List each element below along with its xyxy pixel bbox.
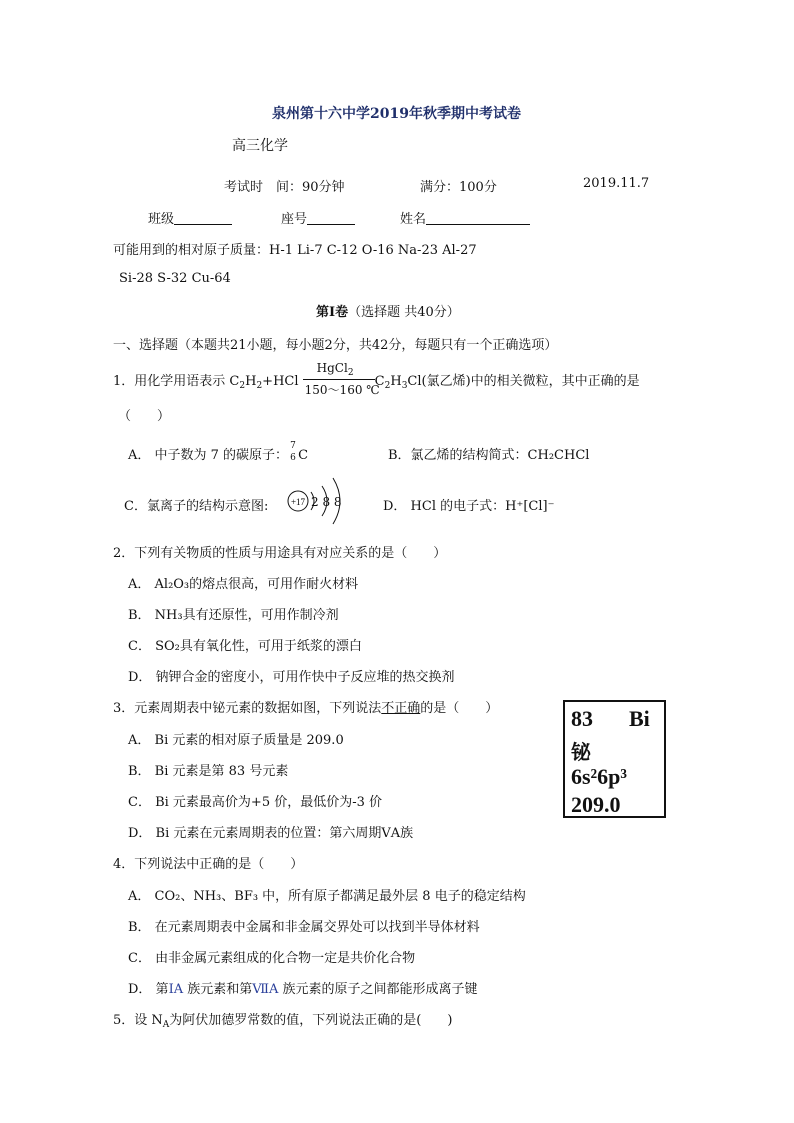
- exam-title: 泉州第十六中学2019年秋季期中考试卷: [272, 106, 521, 122]
- q3-option-a[interactable]: A． Bi 元素的相对原子质量是 209.0: [128, 733, 344, 748]
- q2-option-c[interactable]: C． SO₂具有氧化性，可用于纸浆的漂白: [128, 639, 362, 654]
- q5-stem-a: 5．设 N: [113, 1013, 163, 1028]
- q4-stem: 4．下列说法中正确的是（ ）: [113, 857, 304, 872]
- q1-option-c[interactable]: [124, 495, 268, 514]
- q5-stem-rest: 为阿伏加德罗常数的值，下列说法正确的是( ): [169, 1013, 453, 1028]
- q1-option-d[interactable]: D． HCl 的电子式：H⁺[Cl]⁻: [383, 499, 555, 514]
- q1-option-b[interactable]: B．氯乙烯的结构简式：CH₂CHCl: [388, 448, 590, 463]
- q3-option-c[interactable]: C． Bi 元素最高价为+5 价，最低价为-3 价: [128, 795, 383, 810]
- element-symbol: Bi: [629, 706, 650, 731]
- atomic-mass-line2: Si-28 S-32 Cu-64: [119, 271, 231, 286]
- class-field: [148, 208, 232, 227]
- q4-option-d[interactable]: [128, 978, 478, 997]
- q1-option-a[interactable]: [128, 441, 309, 463]
- carbon-nuclide: 7 6: [290, 441, 296, 463]
- name-blank[interactable]: [426, 212, 530, 225]
- q4-option-c[interactable]: C． 由非金属元素组成的化合物一定是共价化合物: [128, 951, 416, 966]
- q2-option-b[interactable]: B． NH₃具有还原性，可用作制冷剂: [128, 608, 339, 623]
- q3-stem-b: 的是（ ）: [420, 701, 499, 716]
- q1-answer-paren: （ ）: [118, 409, 171, 424]
- atomic-mass-line1: 可能用到的相对原子质量：H-1 Li-7 C-12 O-16 Na-23 Al-27: [113, 243, 477, 258]
- q1-prefix: 1．用化学用语表示 C: [113, 374, 240, 389]
- element-name: 铋: [571, 740, 591, 764]
- q4-d-group1: ⅠA: [168, 982, 184, 997]
- seat-field: [281, 208, 355, 227]
- q3-option-b[interactable]: B． Bi 元素是第 83 号元素: [128, 764, 289, 779]
- class-blank[interactable]: [174, 212, 232, 225]
- seat-blank[interactable]: [307, 212, 355, 225]
- seat-label: 座号: [281, 212, 308, 227]
- q1-h: H: [245, 374, 257, 389]
- subject: 高三化学: [232, 138, 288, 154]
- catalyst: HgCl$_2$: [316, 361, 354, 378]
- shell-electrons: 2 8 8: [311, 495, 342, 509]
- reaction-arrow: [303, 361, 380, 397]
- q4-d-c: 族元素和第: [183, 982, 253, 997]
- carbon-symbol: C: [298, 448, 309, 463]
- section-title: [316, 301, 460, 320]
- q3-stem: [113, 697, 498, 716]
- atomic-number: 83: [571, 706, 593, 731]
- section-title-bold: 第Ⅰ卷: [316, 305, 349, 320]
- exam-time: 考试时 间：90分钟: [224, 180, 345, 195]
- section-instruction: 一、选择题（本题共21小题，每小题2分，共42分，每题只有一个正确选项）: [113, 338, 558, 353]
- atomic-mass: 209.0: [571, 792, 621, 817]
- q3-stem-underlined: 不正确: [381, 701, 421, 716]
- q2-option-d[interactable]: D． 钠钾合金的密度小，可用作快中子反应堆的热交换剂: [128, 670, 455, 685]
- q2-option-a[interactable]: A． Al₂O₃的熔点很高，可用作耐火材料: [128, 577, 359, 592]
- section-title-rest: （选择题 共40分）: [348, 305, 460, 320]
- bismuth-element-card: [563, 700, 666, 818]
- q3-stem-a: 3．元素周期表中铋元素的数据如图，下列说法: [113, 701, 382, 716]
- q5-stem: [113, 1009, 452, 1030]
- q1-product-rest: Cl(氯乙烯)中的相关微粒，其中正确的是: [407, 374, 640, 389]
- q5-sub: A: [162, 1020, 170, 1030]
- name-field: [400, 208, 530, 227]
- electron-config: 6s²6p³: [571, 764, 627, 789]
- reaction-condition: 150～160 ℃: [304, 383, 380, 397]
- q3-option-d[interactable]: D． Bi 元素在元素周期表的位置：第六周期ⅤA族: [128, 826, 414, 841]
- q4-d-group7: ⅦA: [252, 982, 279, 997]
- q1-option-a-text: A． 中子数为 7 的碳原子：: [128, 448, 289, 463]
- nucleus-charge: +17: [290, 497, 306, 507]
- q4-option-b[interactable]: B． 在元素周期表中金属和非金属交界处可以找到半导体材料: [128, 920, 480, 935]
- q2-stem: 2．下列有关物质的性质与用途具有对应关系的是（ ）: [113, 546, 447, 561]
- name-label: 姓名: [400, 212, 427, 227]
- full-score: 满分：100分: [420, 180, 497, 195]
- q1-option-c-text: C．氯离子的结构示意图:: [124, 499, 269, 514]
- q4-option-a[interactable]: A． CO₂、NH₃、BF₃ 中，所有原子都满足最外层 8 电子的稳定结构: [128, 889, 526, 904]
- exam-date: 2019.11.7: [583, 176, 650, 191]
- q1-product: H: [390, 374, 402, 389]
- q1-hcl: +HCl: [262, 374, 299, 389]
- class-label: 班级: [148, 212, 175, 227]
- q1-stem: 1．用化学用语表示 $C_2H_2+HCl$ HgCl$_2$ 150～160 ℃ $C_2H_3Cl$(氯乙烯)中的相关微粒，其中正确的是: [113, 361, 640, 397]
- q4-d-a: D． 第: [128, 982, 169, 997]
- q4-d-e: 族元素的原子之间都能形成离子键: [278, 982, 478, 997]
